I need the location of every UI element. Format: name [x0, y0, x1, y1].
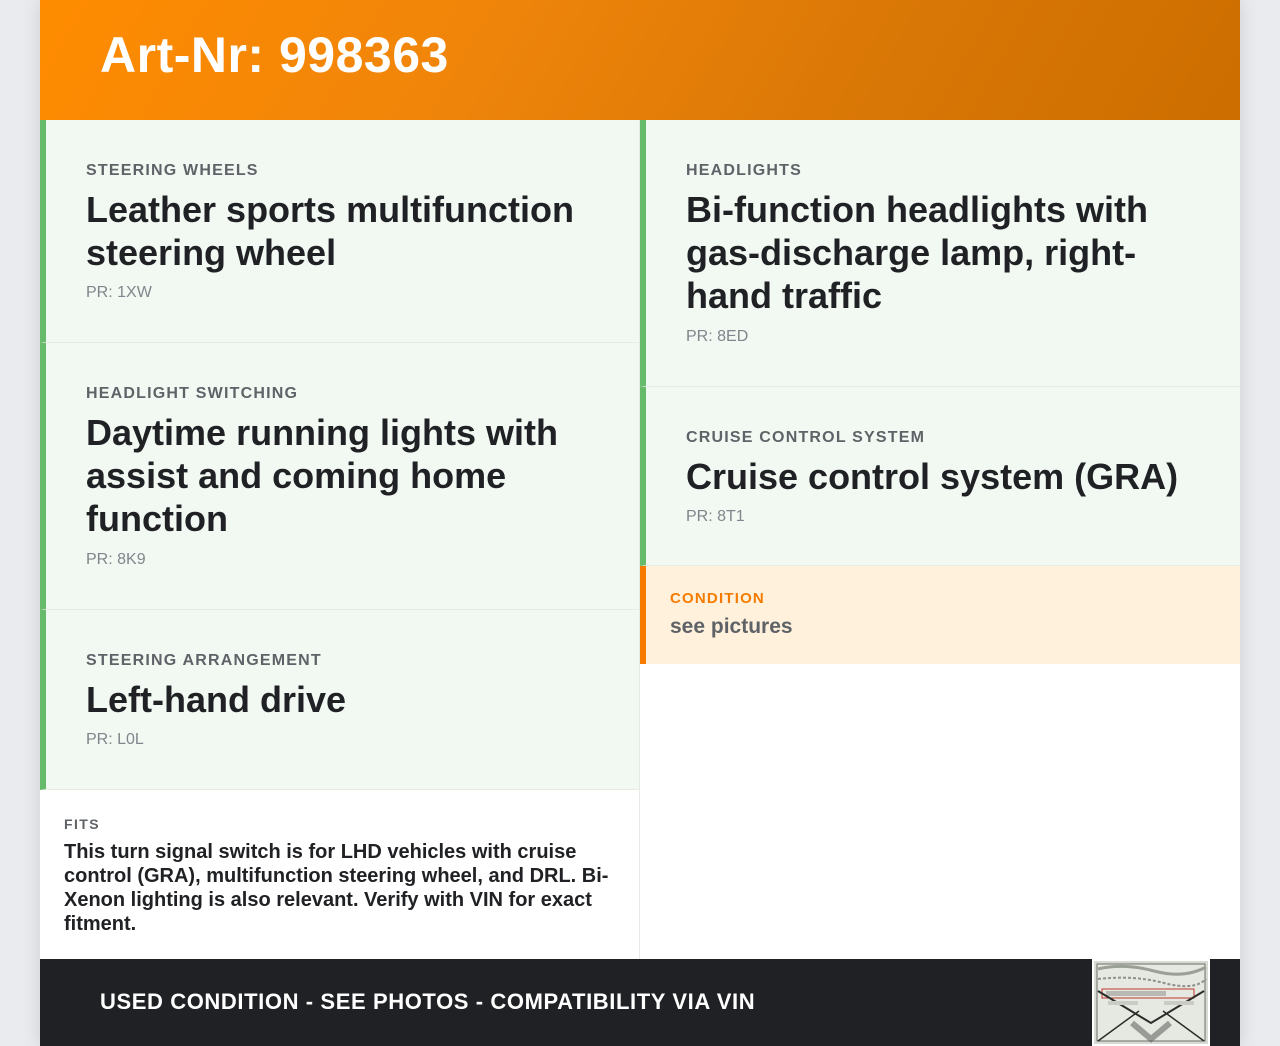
spec-card-cruise-control — [640, 387, 1240, 566]
spec-pr-code: PR: 8K9 — [86, 551, 146, 568]
spec-value: Cruise control system (GRA) — [686, 456, 1179, 497]
footer-bar — [40, 959, 1240, 1046]
spec-value: Left-hand drive — [86, 679, 347, 720]
part-photo-thumbnail-icon[interactable] — [1092, 959, 1210, 1046]
condition-section — [640, 566, 1240, 664]
spec-card-headlight-switching — [40, 343, 640, 610]
listing-page — [40, 0, 1240, 1046]
spec-pr-code: PR: 8ED — [686, 328, 749, 345]
fits-description: This turn signal switch is for LHD vehicles with cruise control (GRA), multifunction steering wheel, and DRL. Bi-Xenon lighting is also relevant. Verify with VIN for exact fitment. — [64, 841, 609, 935]
spec-value: Bi-function headlights with gas-discharge lamp, right-hand traffic — [686, 189, 1148, 316]
spec-label: STEERING WHEELS — [86, 162, 259, 179]
spec-label: STEERING ARRANGEMENT — [86, 652, 322, 669]
fits-label: FITS — [64, 816, 100, 832]
spec-pr-code: PR: L0L — [86, 731, 144, 748]
fits-section — [40, 790, 640, 960]
spec-label: HEADLIGHT SWITCHING — [86, 385, 299, 402]
spec-pr-code: PR: 1XW — [86, 284, 152, 301]
condition-label: CONDITION — [670, 590, 765, 607]
article-number-title: Art-Nr: 998363 — [100, 27, 449, 83]
header-banner — [40, 0, 1240, 120]
spec-pr-code: PR: 8T1 — [686, 508, 745, 525]
footer-tagline: USED CONDITION - SEE PHOTOS - COMPATIBILITY VIA VIN — [100, 989, 756, 1014]
spec-value: Daytime running lights with assist and coming home function — [86, 412, 559, 539]
spec-label: CRUISE CONTROL SYSTEM — [686, 429, 926, 446]
condition-value: see pictures — [670, 615, 793, 638]
spec-card-steering-arrangement — [40, 610, 640, 790]
spec-card-headlights — [640, 120, 1240, 387]
spec-card-steering-wheels — [40, 120, 640, 343]
spec-label: HEADLIGHTS — [686, 162, 802, 179]
spec-value: Leather sports multifunction steering wheel — [86, 189, 575, 273]
